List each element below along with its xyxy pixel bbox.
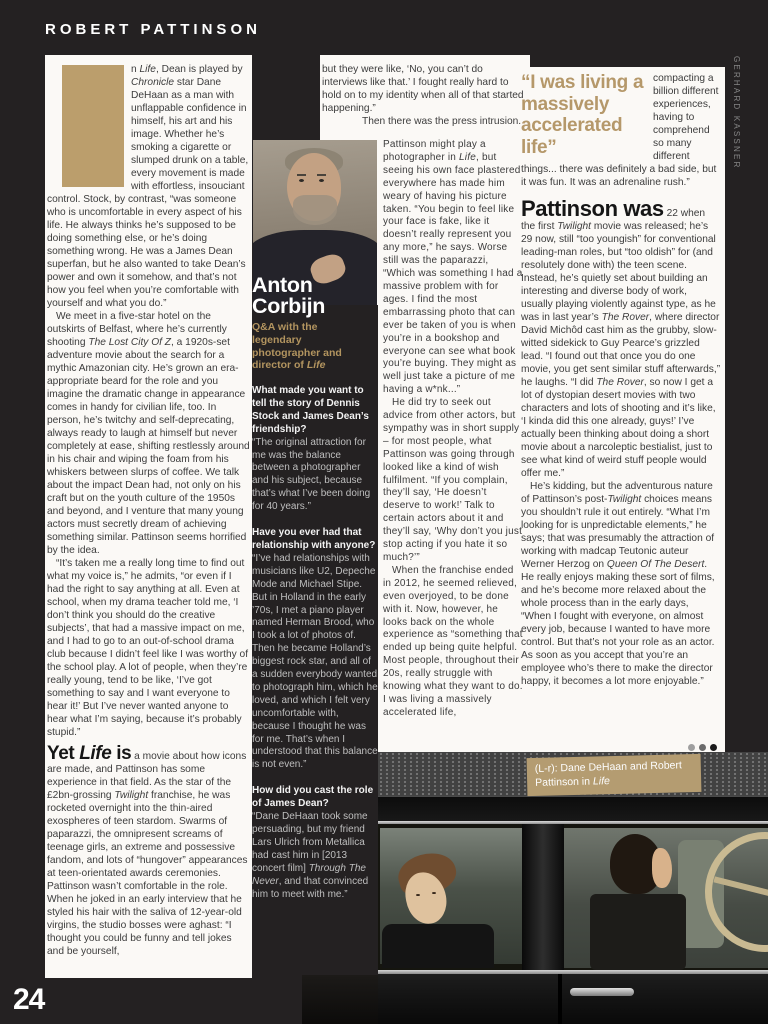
qa-question: How did you cast the role of James Dean? [252, 785, 374, 810]
paragraph: He’s kidding, but the adventurous nature of Pattinson’s post-Twilight choices means you shouldn’t rule it out entirely. “What I’m looking for is unpredictable elements,” he says; that was presumably the attraction of working with madcap Teutonic auteur Werner Herzog on Queen Of The Desert. He really enjoys making these sort of films, and he’s become more relaxed about the whole process than in the early days, “When I fought with everyone, on almost every job, because I wanted to have more control. But that’s not your role as an actor. As soon as you accept that you’re an employee who’s there to make the director happy, it becomes a lot more enjoyable.” [521, 481, 715, 687]
photo-credit: GERHARD KASSNER [732, 56, 741, 170]
paragraph-text: compacting a billion different experiences, having to comprehend so many different things... there was definitely a bad side, but it was fun. It was an adrenaline rush.” [521, 73, 719, 188]
page-number: 24 [13, 983, 45, 1016]
still-car-roof [378, 796, 768, 823]
paragraph-text: n Life, Dean is played by Chronicle star Dane DeHaan as a man with unflappable confidence in himself, his art and his image. Whether he’s smoking a cigarette or slumped drunk on a table, every movement is made with effortless, insouciant control. Stock, by contrast, “was someone who is uncomfortable in every aspect of his life. He always thinks he’s supposed to be doing something else, or he’s doing something wrong. He was a James Dean superfan, but he also wanted to take Dean’s power and own it somehow, and that’s not how you feel when you’re comfortable with yourself and what you do.” [47, 64, 249, 309]
article-column-3 [383, 139, 523, 751]
paragraph [521, 72, 721, 189]
dane-sweater [382, 924, 494, 968]
dane-eye [416, 894, 420, 896]
paragraph: “It’s taken me a really long time to find out what my voice is,” he admits, “or even if I had the right to say anything at all. Even at school, when my drama teacher told me, ‘I don’t think you should do the creative subjects’, that had a massive impact on me, and I had to go to an out-of-school drama club because I didn’t feel like I was worthy of the school play. A lot of people, when they’re really young, tend to be like, ‘I’ve got something to say and I want everyone to hear it!’ But I’ve never wanted anyone to hear what I’m saying, because it’s probably stupid.” [47, 558, 249, 738]
qa-item [252, 785, 378, 901]
qa-question: Have you ever had that relationship with anyone? [252, 527, 376, 551]
still-door-seam [558, 974, 562, 1024]
page-kicker: ROBERT PATTINSON [45, 21, 261, 38]
qa-body [252, 372, 378, 976]
pattinson-shoulders [590, 894, 686, 970]
photo-caption: (L-r): Dane DeHaan and Robert Pattinson in Life [527, 754, 702, 796]
qa-answer: “I’ve had relationships with musicians like U2, Depeche Mode and Michael Stipe. But in Holland in the early ’70s, I met a piano player named Herman Brood, who I took a lot of photos of. Then he became Holland’s biggest rock star, and all of a sudden everybody wanted to photograph him, which he loved, and which I felt very uncomfortable with, because I thought he was for me. That’s when I understood that this balance is not even.” [252, 552, 378, 771]
dane-eye [432, 892, 436, 894]
paragraph: but they were like, ‘No, you can’t do interviews like that.’ I fought really hard to hold on to my identity when all of that started happening.” [322, 64, 524, 114]
qa-standfirst: Q&A with the legendary photographer and director of Life [252, 321, 342, 372]
portrait-brow-left [297, 174, 306, 176]
section-subhead: Pattinson was [521, 196, 664, 221]
paragraph: Pattinson might play a photographer in Life, but seeing his own face plastered everywhere has made him weary of having his picture taken. “You begin to feel like your face is fake, like it doesn’t really represent you any more,” he says. Worse still was the paparazzi, “Which was something I had a massive problem with for ages. I find the most embarrassing photo that can ever be taken of you is when you’re in a bookshop and everyone can see what book you’re buying. They might as well just take a picture of me having a w*nk...” [383, 139, 523, 396]
qa-item [252, 385, 378, 514]
portrait-beard [293, 195, 337, 225]
article-column-3-top [322, 63, 528, 139]
still-car-door [378, 974, 768, 1024]
paragraph: Then there was the press intrusion. [362, 116, 522, 127]
qa-answer: “The original attraction for me was the balance between a photographer and his subject, because that’s what I’ve been doing for 40 years.” [252, 436, 371, 513]
pattinson-face [652, 848, 672, 888]
portrait-eye-right [319, 179, 324, 182]
paragraph [521, 198, 721, 480]
life-still-photo-edge [302, 975, 378, 1024]
paragraph: He did try to seek out advice from other actors, but sympathy was in short supply – for most people, what Pattinson was going through looked like a kind of wish fulfilment. “If you complain, they’ll say, ‘He doesn’t deserve to work!’ Talk to certain actors about it and they’ll say, ‘Why don’t you just stop acting if you hate it so much?’” [383, 397, 523, 563]
end-dot [710, 744, 717, 751]
section-subhead: Yet Life is [47, 743, 132, 764]
qa-question: What made you want to tell the story of Dennis Stock and James Dean’s friendship? [252, 385, 369, 435]
qa-heading: Anton Corbijn [252, 273, 326, 318]
qa-item [252, 527, 378, 772]
article-column-1 [47, 63, 250, 975]
pull-quote: “I was living a massively accelerated life” [521, 72, 644, 158]
paragraph [47, 744, 250, 958]
qa-answer: “Dane DeHaan took some persuading, but my friend Lars Ulrich from Metallica had cast him in [2013 concert film] Through The Never, and that convinced him to meet with me.” [252, 811, 369, 900]
still-door-handle [570, 988, 634, 996]
portrait-eye-left [299, 179, 304, 182]
portrait-brow-right [317, 174, 326, 176]
paragraph-text: a movie about how icons are made, and Pattinson has some experience in that field. As the star of the £2bn-grossing Twilight franchise, he was rocketed overnight into the thin-aired exospheres of teen stardom. Swarms of paparazzi, the omnipresent screams of teenage girls, an extreme and possessive fandom, and lots of “hungover” appearances at teen-orientated awards ceremonies. Pattinson wasn’t comfortable in the role. When he joked in an early interview that he styled his hair with the saliva of 12-year-old virgins, the studio bosses were aghast: “I thought you could be funny and tell jokes and be yourself, [47, 751, 248, 957]
paragraph: We meet in a five-star hotel on the outskirts of Belfast, where he’s currently shooting The Lost City Of Z, a 1920s-set adventure movie about the search for a mythic Amazonian city. He’s grown an era-appropriate beard for the role and you imagine the dramatic change in appearance comes in handy for civilian life, too. In person, he’s twitchy and self-deprecating, always ready to laugh at himself but never completely at ease, shifting restlessly around in his chair and wiping the foam from his whiskers between slurps of coffee. We talk about the impact Dean had, not only on his craft but on the youth culture of the 1950s and beyond, and I venture that many young actors must secretly dream of achieving something similar. Pattinson seems horrified by the idea. [47, 311, 250, 556]
end-dot [699, 744, 706, 751]
article-column-4 [521, 72, 721, 748]
still-door-pillar [522, 824, 564, 974]
paragraph-text: 22 when the first Twilight movie was released; he’s 29 now, still “too youngish” for conventional leading-man roles, but “too oldish” for (and resolutely done with) the teen scene. Instead, he’s quietly set about building an interesting and diverse body of work, usually playing violently against type, as he was in last year’s The Rover, where director David Michôd cast him as the grubby, slow-witted sidekick to Guy Pearce’s grizzled lead. “I found out that once you do one movie, you get sent similar stuff afterwards,” he laughs. “I did The Rover, so now I get a lot of dystopian desert movies with two characters and lots of shooting and it’s like, ‘I kinda did this one already, guys!’ I’ve actually been thinking about doing a short movie about a narcoleptic bestialist, just to see what kind of weird stuff people would offer me.” [521, 208, 721, 479]
drop-cap-i [62, 65, 124, 187]
paragraph [47, 63, 250, 310]
paragraph: When the franchise ended in 2012, he seemed relieved, even overjoyed, to be done with it. Now, however, he looks back on the whole experience as “something that ended up being quite helpful. Most people, throughout their 20s, really struggle with knowing what they want to do. I was living a massively accelerated life, [383, 564, 523, 718]
end-dot [688, 744, 695, 751]
